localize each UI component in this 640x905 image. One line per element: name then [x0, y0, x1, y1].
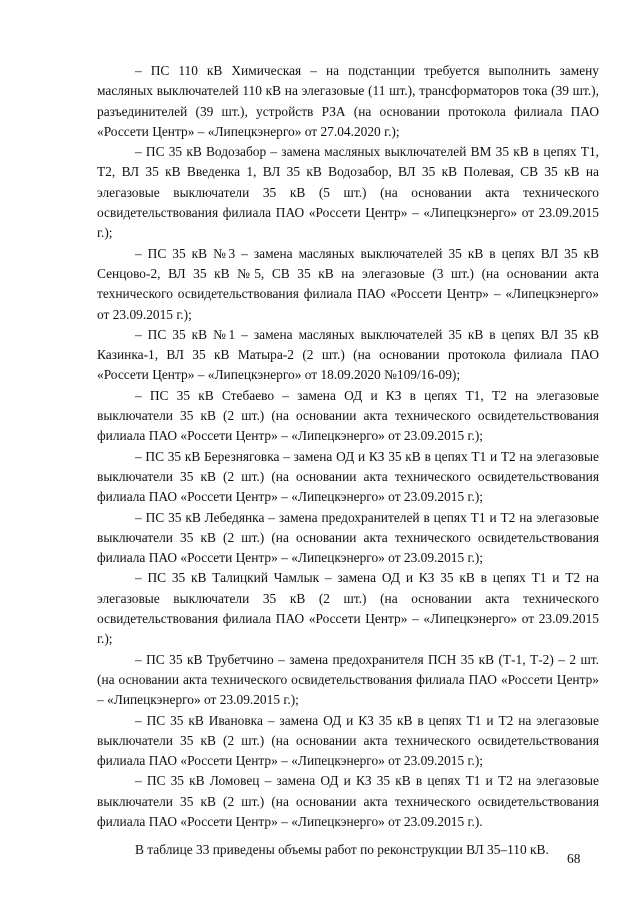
- table-reference-sentence: В таблице 33 приведены объемы работ по реконструкции ВЛ 35–110 кВ.: [135, 842, 549, 858]
- list-item: – ПС 35 кВ №3 – замена масляных выключателей 35 кВ в цепях ВЛ 35 кВ Сенцово-2, ВЛ 35 кВ №5, СВ 35 кВ на элегазовые (3 шт.) (на основании акта технического освидетельствования филиала ПАО «Россети Центр» – «Липецкэнерго» от 23.09.2015 г.);: [97, 245, 599, 322]
- list-item: – ПС 35 кВ Трубетчино – замена предохранителя ПСН 35 кВ (Т-1, Т-2) – 2 шт. (на основании акта технического освидетельствования филиала ПАО «Россети Центр» – «Липецкэнерго» от 23.09.2015 г.);: [97, 651, 599, 708]
- list-item: – ПС 35 кВ Ломовец – замена ОД и КЗ 35 кВ в цепях Т1 и Т2 на элегазовые выключатели 35 кВ (2 шт.) (на основании акта технического освидетельствования филиала ПАО «Россети Центр» – «Липецкэнерго» от 23.09.2015 г.).: [97, 773, 599, 829]
- list-item: – ПС 35 кВ Лебедянка – замена предохранителей в цепях Т1 и Т2 на элегазовые выключатели 35 кВ (2 шт.) (на основании акта технического освидетельствования филиала ПАО «Россети Центр» – «Липецкэнерго» от 23.09.2015 г.);: [97, 509, 599, 566]
- list-item: – ПС 35 кВ Березняговка – замена ОД и КЗ 35 кВ в цепях Т1 и Т2 на элегазовые выключатели 35 кВ (2 шт.) (на основании акта технического освидетельствования филиала ПАО «Россети Центр» – «Липецкэнерго» от 23.09.2015 г.);: [97, 448, 599, 505]
- list-item: – ПС 35 кВ Стебаево – замена ОД и КЗ в цепях Т1, Т2 на элегазовые выключатели 35 кВ (2 шт.) (на основании акта технического освидетельствования филиала ПАО «Россети Центр» – «Липецкэнерго» от 23.09.2015 г.);: [97, 387, 599, 444]
- list-item: – ПС 110 кВ Химическая – на подстанции требуется выполнить замену масляных выключателей 110 кВ на элегазовые (11 шт.), трансформаторов тока (39 шт.), разъединителей (39 шт.), устройств РЗА (на основании протокола филиала ПАО «Россети Центр» – «Липецкэнерго» от 27.04.2020 г.);: [97, 63, 599, 139]
- page-number: 68: [567, 851, 581, 866]
- list-item: – ПС 35 кВ №1 – замена масляных выключателей 35 кВ в цепях ВЛ 35 кВ Казинка-1, ВЛ 35 кВ Матыра-2 (2 шт.) (на основании протокола филиала ПАО «Россети Центр» – «Липецкэнерго» от 18.09.2020 №109/16-09);: [97, 326, 599, 383]
- document-page: [97, 61, 599, 861]
- list-item: – ПС 35 кВ Водозабор – замена масляных выключателей ВМ 35 кВ в цепях Т1, Т2, ВЛ 35 кВ Введенка 1, ВЛ 35 кВ Водозабор, ВЛ 35 кВ Полевая, СВ 35 кВ на элегазовые выключатели 35 кВ (5 шт.) (на основании акта технического освидетельствования филиала ПАО «Россети Центр» – «Липецкэнерго» от 23.09.2015 г.);: [97, 144, 599, 241]
- list-item: – ПС 35 кВ Ивановка – замена ОД и КЗ 35 кВ в цепях Т1 и Т2 на элегазовые выключатели 35 кВ (2 шт.) (на основании акта технического освидетельствования филиала ПАО «Россети Центр» – «Липецкэнерго» от 23.09.2015 г.);: [97, 712, 599, 769]
- list-item: – ПС 35 кВ Талицкий Чамлык – замена ОД и КЗ 35 кВ в цепях Т1 и Т2 на элегазовые выключатели 35 кВ (2 шт.) (на основании акта технического освидетельствования филиала ПАО «Россети Центр» – «Липецкэнерго» от 23.09.2015 г.);: [97, 570, 599, 647]
